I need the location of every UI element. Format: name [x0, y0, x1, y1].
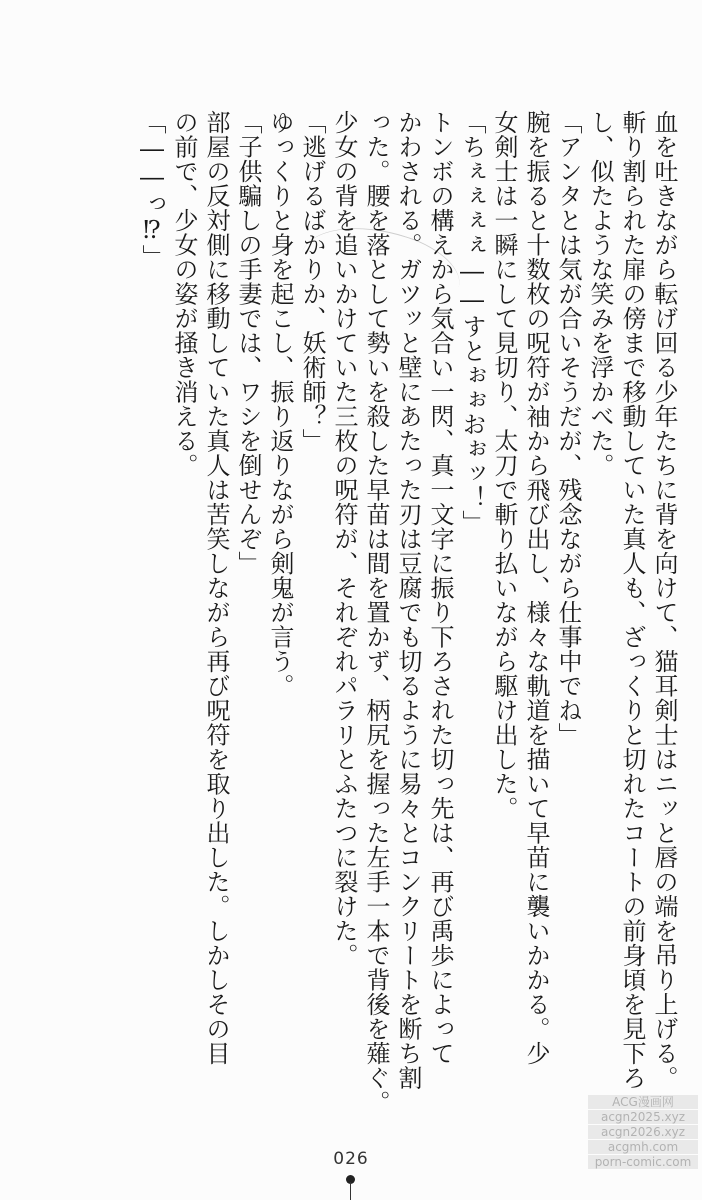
text-line: 血を吐きながら転げ回る少年たちに背を向けて、猫耳剣士はニッと唇の端を吊り上げる。	[650, 110, 678, 1090]
text-line: 斬り割られた扉の傍まで移動していた真人も、ざっくりと切れたコートの前身頃を見下ろ	[618, 110, 646, 1090]
watermark	[588, 1095, 698, 1170]
text-line: の前で、少女の姿が掻き消える。	[170, 110, 198, 478]
page-marker-line	[350, 1182, 351, 1200]
watermark-line: acgn2026.xyz	[588, 1125, 698, 1139]
text-line: 少女の背を追いかけていた三枚の呪符が、それぞれパラリとふたつに裂けた。	[330, 110, 358, 968]
text-line: 「――っ⁉」	[138, 110, 166, 269]
text-line: 部屋の反対側に移動していた真人は苦笑しながら再び呪符を取り出した。しかしその目	[202, 110, 230, 1066]
text-line: 「逃げるばかりか、妖術師？」	[298, 110, 326, 453]
text-line: かわされる。ガツッと壁にあたった刃は豆腐でも切るように易々とコンクリートを断ち割	[394, 110, 422, 1090]
text-line: った。腰を落として勢いを殺した早苗は間を置かず、柄尻を握った左手一本で背後を薙ぐ。	[362, 110, 390, 1115]
watermark-line: acgmh.com	[588, 1140, 698, 1154]
watermark-line: porn-comic.com	[588, 1155, 698, 1169]
watermark-line: ACG漫画网	[588, 1095, 698, 1109]
text-line: 女剣士は一瞬にして見切り、太刀で斬り払いながら駆け出した。	[490, 110, 518, 821]
watermark-line: acgn2025.xyz	[588, 1110, 698, 1124]
text-line: トンボの構えから気合い一閃、真一文字に振り下ろされた切っ先は、再び禹歩によって	[426, 110, 454, 1066]
text-line: 「子供騙しの手妻では、ワシを倒せんぞ」	[234, 110, 262, 576]
text-line: 「アンタとは気が合いそうだが、残念ながら仕事中でね」	[554, 110, 582, 747]
text-line: 腕を振ると十数枚の呪符が袖から飛び出し、様々な軌道を描いて早苗に襲いかかる。少	[522, 110, 550, 1066]
text-line: し、似たような笑みを浮かべた。	[586, 110, 614, 478]
page-number: 026	[333, 1149, 369, 1169]
text-line: 「ちぇぇぇぇ――すとぉぉおぉッ！」	[458, 110, 486, 535]
text-line: ゆっくりと身を起こし、振り返りながら剣鬼が言う。	[266, 110, 294, 698]
